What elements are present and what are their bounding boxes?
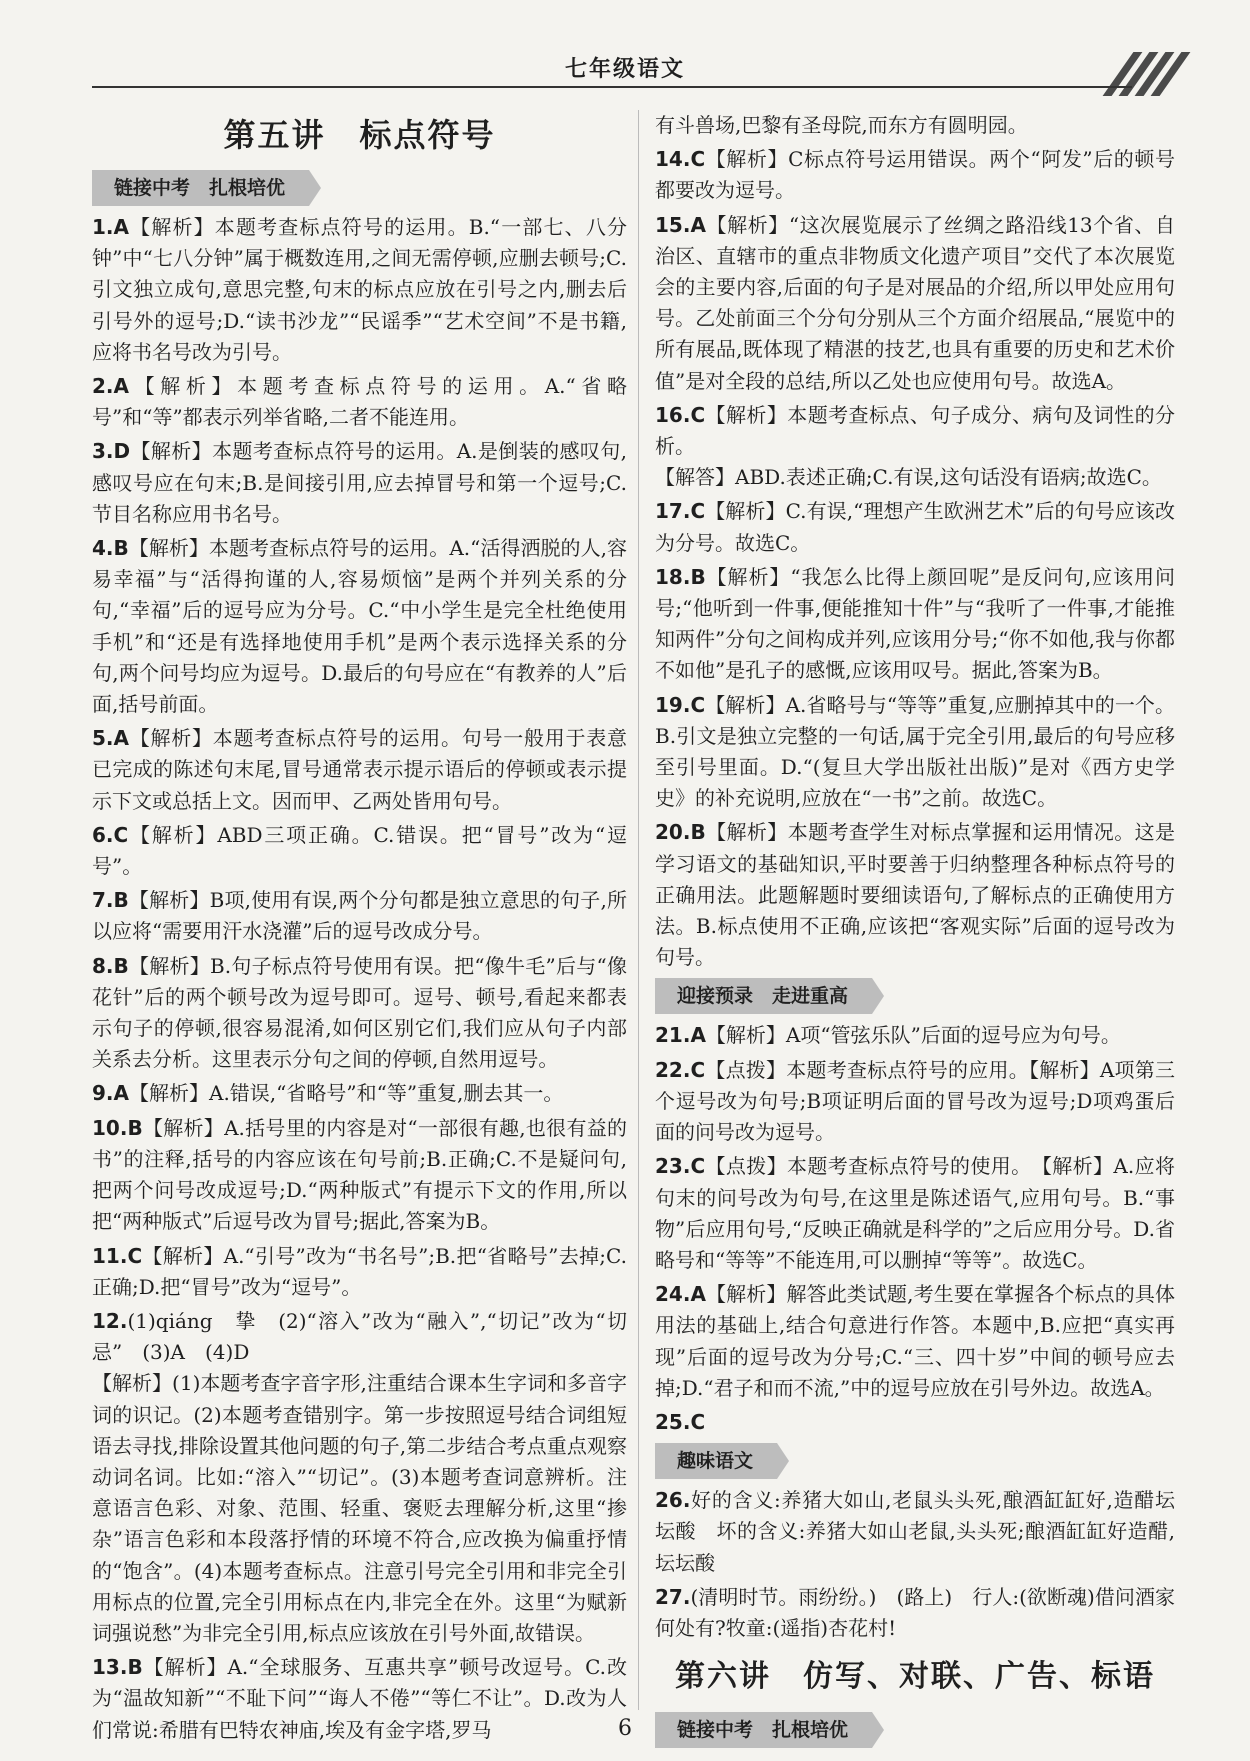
- answer-text: 【解析】本题考查学生对标点掌握和运用情况。这是学习语文的基础知识,平时要善于归纳整理各种标点符号的正确用法。此题解题时要细读语句,了解标点的正确使用方法。B.标点使用不正确,应该把“客观实际”后面的逗号改为句号。: [655, 820, 1175, 970]
- question-number: 16.: [655, 402, 691, 427]
- answer-choice: A: [113, 1081, 129, 1106]
- answer-choice: A: [113, 726, 129, 751]
- answer-line: [655, 1020, 1175, 1051]
- answer-line: [655, 1055, 1175, 1149]
- answer-text: 【解析】C.有误,“理想产生欧洲艺术”后的句号应该改为分号。故选C。: [655, 499, 1175, 555]
- question-number: 14.: [655, 147, 691, 172]
- answer-line: [92, 371, 627, 433]
- answer-text: 【解析】B项,使用有误,两个分句都是独立意思的句子,所以应将“需要用汗水浇灌”后的逗号改成分号。: [92, 888, 627, 944]
- answer-explanation: 【解答】ABD.表述正确;C.有误,这句话没有语病;故选C。: [655, 465, 1162, 490]
- answer-line: [655, 562, 1175, 687]
- answer-list: [655, 1485, 1175, 1644]
- answer-line: [92, 1078, 627, 1109]
- question-number: 27.: [655, 1584, 691, 1609]
- answer-text: 【点拨】本题考查标点符号的使用。 【解析】A.应将句末的问号改为句号,在这里是陈述语气,应用句号。B.“事物”后应用句号,“反映正确就是科学的”之后应用分号。D.省略号和“等等”不能连用,可以删掉“等等”。故选C。: [655, 1154, 1175, 1272]
- answer-text: 【解析】本题考查标点、句子成分、病句及词性的分析。: [655, 402, 1175, 459]
- answer-line: [655, 400, 1175, 462]
- answer-item: [92, 885, 627, 947]
- answer-choice: B: [127, 1115, 143, 1140]
- answer-line: [92, 212, 627, 368]
- question-number: 21.: [655, 1023, 691, 1048]
- section-title: 第五讲 标点符号: [223, 116, 496, 154]
- question-number: 7.: [92, 888, 114, 913]
- question-number: 23.: [655, 1154, 691, 1179]
- answer-text: 【解析】本题考查标点符号的运用。A.“省略号”和“等”都表示列举省略,二者不能连用。: [92, 374, 627, 430]
- answer-line: [92, 723, 627, 817]
- question-number: 20.: [655, 820, 691, 845]
- answer-text: 【解析】A.“引号”改为“书名号”;B.把“省略号”去掉;C.正确;D.把“冒号”改为“逗号”。: [92, 1243, 627, 1299]
- question-number: 24.: [655, 1282, 691, 1307]
- right-column: [655, 110, 1175, 1754]
- answer-line: [92, 951, 627, 1076]
- answer-text: 【解析】ABD三项正确。C.错误。把“冒号”改为“逗号”。: [92, 822, 627, 879]
- answer-choice: A: [690, 1282, 706, 1307]
- left-column: [92, 110, 627, 1749]
- answer-choice: B: [113, 888, 129, 913]
- question-number: 10.: [92, 1115, 128, 1140]
- answer-choice: A: [690, 1023, 706, 1048]
- answer-line: [655, 817, 1175, 973]
- answer-line: [655, 1407, 1175, 1438]
- answer-item: [655, 400, 1175, 494]
- answer-line: [655, 210, 1175, 397]
- answer-item: [655, 562, 1175, 687]
- question-number: 11.: [92, 1243, 128, 1268]
- answer-choice: B: [127, 1655, 143, 1680]
- answer-choice: C: [690, 1154, 706, 1179]
- question-number: 9.: [92, 1081, 114, 1106]
- answer-text: 【解析】解答此类试题,考生要在掌握各个标点的具体用法的基础上,结合句意进行作答。本题中,B.应把“真实再现”后面的逗号改为分号;C.“三、四十岁”中间的顿号应去掉;D.“君子和而不流,”中的逗号应放在引号外边。故选A。: [655, 1282, 1175, 1400]
- question-number: 12.: [92, 1308, 128, 1333]
- answer-explanation: 【解析】(1)本题考查字音字形,注重结合课本生字词和多音字词的识记。(2)本题考查错别字。第一步按照逗号结合词组短语去寻找,排除设置其他问题的句子,第二步结合考点重点观察动词名词。比如:“溶入”“切记”。(3)本题考查词意辨析。注意语言色彩、对象、范围、轻重、褒贬去理解分析,这里“掺杂”语言色彩和本段落抒情的环境不符合,应改换为偏重抒情的“饱含”。(4)本题考查标点。注意引号完全引用和非完全引用标点的位置,完全引用标点在内,非完全在外。这里“为赋新词强说愁”为非完全引用,标点应该放在引号外面,故错误。: [92, 1371, 627, 1645]
- answer-item: [655, 1055, 1175, 1149]
- answer-item: [655, 1151, 1175, 1276]
- answer-text: 【解析】本题考查标点符号的运用。A.是倒装的感叹句,感叹号应在句末;B.是间接引用,应去掉冒号和第一个逗号;C.节目名称应用书名号。: [92, 439, 627, 526]
- answer-line: [655, 690, 1175, 815]
- running-header: 七年级语文: [564, 57, 685, 82]
- section-banner: 链接中考 扎根培优: [92, 170, 309, 206]
- answer-choice: C: [127, 1243, 143, 1268]
- question-number: 15.: [655, 212, 691, 237]
- question-number: 19.: [655, 692, 691, 717]
- answer-item: [655, 1279, 1175, 1404]
- question-number: 25.: [655, 1409, 691, 1434]
- answer-choice: B: [690, 564, 706, 589]
- question-number: 8.: [92, 953, 114, 978]
- question-number: 18.: [655, 564, 691, 589]
- header-rule: [92, 86, 1132, 88]
- answer-choice: A: [690, 212, 706, 237]
- answer-choice: A: [113, 374, 129, 399]
- answer-text: 【解析】本题考查标点符号的运用。B.“一部七、八分钟”中“七八分钟”属于概数连用,之间无需停顿,应删去顿号;C.引文独立成句,意思完整,句末的标点应放在引号之内,删去后引号外的逗号;D.“读书沙龙”“民谣季”“艺术空间”不是书籍,应将书名号改为引号。: [92, 215, 627, 364]
- answer-text: 【解析】A项“管弦乐队”后面的逗号应为句号。: [705, 1023, 1121, 1048]
- answer-text: (清明时节。雨纷纷。) (路上) 行人:(欲断魂)借问酒家何处有?牧童:(遥指)杏花村!: [655, 1584, 1175, 1640]
- question-number: 6.: [92, 822, 114, 847]
- page-number: 6: [618, 1716, 632, 1741]
- answer-list: [655, 1020, 1175, 1438]
- answer-line: [92, 533, 627, 720]
- answer-choice: A: [113, 215, 129, 239]
- answer-item: [655, 144, 1175, 206]
- answer-text: 【解析】本题考查标点符号的运用。A.“活得洒脱的人,容易幸福”与“活得拘谨的人,容易烦恼”是两个并列关系的分句,“幸福”后的逗号应为分号。C.“中小学生是完全杜绝使用手机”和“还是有选择地使用手机”是两个表示选择关系的分句,两个问号均应为逗号。D.最后的句号应在“有教养的人”后面,括号前面。: [92, 536, 627, 717]
- answer-text: (1)qiáng 挚 (2)“溶入”改为“融入”,“切记”改为“切忌” (3)A (4)D: [92, 1308, 627, 1365]
- answer-item: [655, 1582, 1175, 1644]
- answer-text: 【解析】本题考查标点符号的运用。句号一般用于表意已完成的陈述句末尾,冒号通常表示提示语后的停顿或表示提示下文或总括上文。因而甲、乙两处皆用句号。: [92, 726, 627, 813]
- answer-line: [92, 820, 627, 882]
- answer-line: [655, 1582, 1175, 1644]
- answer-line: [92, 1113, 627, 1238]
- answer-text: 【点拨】本题考查标点符号的应用。【解析】A项第三个逗号改为句号;B项证明后面的冒号改为逗号;D项鸡蛋后面的问号改为逗号。: [655, 1057, 1175, 1145]
- answer-item: [92, 533, 627, 720]
- answer-line: [655, 1485, 1175, 1579]
- answer-choice: C: [690, 147, 706, 172]
- answer-choice: C: [690, 1409, 706, 1434]
- answer-item: [92, 1306, 627, 1649]
- question-number: 4.: [92, 536, 114, 561]
- section-banner: 趣味语文: [655, 1443, 777, 1479]
- answer-item: [655, 690, 1175, 815]
- answer-item: [92, 723, 627, 817]
- answer-item: [92, 1113, 627, 1238]
- answer-text: 【解析】C标点符号运用错误。两个“阿发”后的顿号都要改为逗号。: [655, 147, 1175, 203]
- answer-item: [92, 371, 627, 433]
- answer-choice: C: [690, 402, 706, 427]
- answer-line: [92, 1241, 627, 1303]
- answer-choice: C: [690, 1057, 706, 1082]
- answer-list: [655, 144, 1175, 973]
- answer-text: 【解析】“这次展览展示了丝绸之路沿线13个省、自治区、直辖市的重点非物质文化遗产项目”交代了本次展览会的主要内容,后面的句子是对展品的介绍,所以甲处应用句号。乙处前面三个分句分别从三个方面介绍展品,“展览中的所有展品,既体现了精湛的技艺,也具有重要的历史和艺术价值”是对全段的总结,所以乙处也应使用句号。故选A。: [655, 212, 1175, 393]
- section-title: 第六讲 仿写、对联、广告、标语: [675, 1659, 1155, 1695]
- answer-text: 【解析】“我怎么比得上颜回呢”是反问句,应该用问号;“他听到一件事,便能推知十件”与“我听了一件事,才能推知两件”分句之间构成并列,应该用分号;“你不如他,我与你都不如他”是孔子的感慨,应该用叹号。据此,答案为B。: [655, 564, 1175, 683]
- answer-text: 【解析】B.句子标点符号使用有误。把“像牛毛”后与“像花针”后的两个顿号改为逗号即可。逗号、顿号,看起来都表示句子的停顿,很容易混淆,如何区别它们,我们应从句子内部关系去分析。这里表示分句之间的停顿,自然用逗号。: [92, 953, 627, 1072]
- question-number: 5.: [92, 726, 114, 751]
- answer-text: 【解析】A.错误,“省略号”和“等”重复,删去其一。: [129, 1081, 564, 1106]
- answer-item: [655, 210, 1175, 397]
- answer-item: [92, 212, 627, 368]
- answer-line: [655, 496, 1175, 558]
- answer-line: [92, 1306, 627, 1368]
- answer-item: [92, 951, 627, 1076]
- question-number: 1.: [92, 215, 114, 239]
- answer-item: [655, 496, 1175, 558]
- answer-item: [92, 1078, 627, 1109]
- answer-line: [92, 885, 627, 947]
- question-number: 26.: [655, 1488, 691, 1513]
- answer-item: [92, 436, 627, 530]
- question-number: 3.: [92, 439, 114, 464]
- answer-choice: C: [113, 822, 129, 847]
- continued-text-body: 有斗兽场,巴黎有圣母院,而东方有圆明园。: [655, 113, 1028, 137]
- answer-item: [92, 820, 627, 882]
- answer-choice: C: [690, 692, 706, 717]
- answer-item: [92, 1241, 627, 1303]
- question-number: 22.: [655, 1057, 691, 1082]
- answer-text: 【解析】A.省略号与“等等”重复,应删掉其中的一个。B.引文是独立完整的一句话,属于完全引用,最后的句号应移至引号里面。D.“(复旦大学出版社出版)”是对《西方史学史》的补充说明,应放在“一书”之前。故选C。: [655, 692, 1175, 811]
- answer-line: [92, 436, 627, 530]
- section-banner: 链接中考 扎根培优: [655, 1712, 872, 1748]
- answer-text: 好的含义:养猪大如山,老鼠头头死,酿酒缸缸好,造醋坛坛酸 坏的含义:养猪大如山老鼠,头头死;酿酒缸缸好造醋,坛坛酸: [655, 1488, 1175, 1575]
- answer-item: [655, 817, 1175, 973]
- answer-choice: B: [113, 953, 129, 978]
- answer-choice: B: [113, 536, 129, 561]
- answer-choice: C: [690, 499, 706, 524]
- answer-item: [655, 1407, 1175, 1438]
- answer-list: [92, 212, 627, 1746]
- continued-text: [655, 110, 1175, 141]
- answer-line: [655, 1151, 1175, 1276]
- question-number: 17.: [655, 499, 691, 524]
- section-banner: 迎接预录 走进重高: [655, 978, 872, 1014]
- answer-line: [655, 1279, 1175, 1404]
- question-number: 13.: [92, 1655, 128, 1680]
- answer-choice: D: [113, 439, 131, 464]
- answer-choice: B: [690, 820, 706, 845]
- answer-item: [655, 1020, 1175, 1051]
- answer-text: 【解析】A.“全球服务、互惠共享”顿号改逗号。C.改为“温故知新”“不耻下问”“诲人不倦”“等仁不让”。D.改为人们常说:希腊有巴特农神庙,埃及有金字塔,罗马: [92, 1655, 627, 1742]
- answer-item: [655, 1485, 1175, 1579]
- answer-text: 【解析】A.括号里的内容是对“一部很有趣,也很有益的书”的注释,括号的内容应该在句号前;B.正确;C.不是疑问句,把两个问号改成逗号;D.“两种版式”有提示下文的作用,所以把“两种版式”后逗号改为冒号;据此,答案为B。: [92, 1115, 627, 1234]
- question-number: 2.: [92, 374, 114, 399]
- answer-line: [655, 144, 1175, 206]
- column-divider: [638, 110, 639, 1710]
